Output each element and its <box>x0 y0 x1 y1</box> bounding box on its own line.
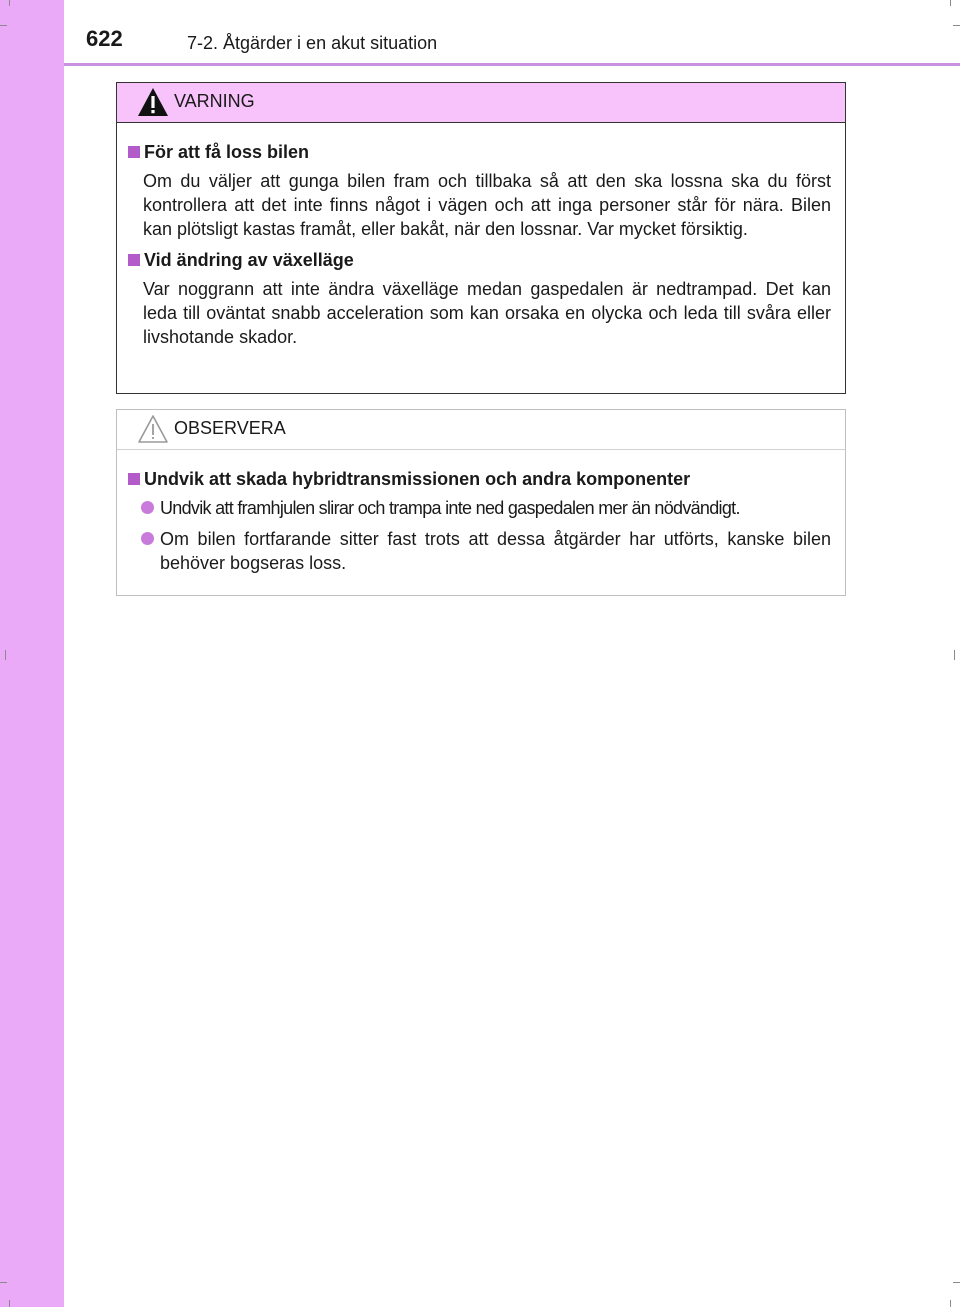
warning-item-title <box>127 248 831 272</box>
square-bullet-icon <box>128 254 140 266</box>
section-title: 7-2. Åtgärder i en akut situation <box>187 33 438 53</box>
notice-item-title-text: Undvik att skada hybridtransmissionen och andra komponenter <box>144 469 691 489</box>
crop-mark <box>0 1282 7 1283</box>
warning-item-text: Om du väljer att gunga bilen fram och tillbaka så att den ska lossna ska du först kontrollera att det inte finns något i vägen och att inga personer står för nära. Bilen kan plötsligt kastas framåt, eller bakåt, när den lossnar. Var mycket försiktig. <box>143 171 831 239</box>
notice-body <box>117 450 845 575</box>
warning-item-title-text: Vid ändring av växelläge <box>144 250 354 270</box>
page-number: 622 <box>86 26 123 51</box>
round-bullet-icon <box>141 501 154 514</box>
crop-mark <box>9 0 10 6</box>
crop-mark <box>9 1300 10 1307</box>
warning-triangle-icon <box>137 87 169 117</box>
notice-box <box>116 409 846 596</box>
crop-mark <box>0 25 7 26</box>
square-bullet-icon <box>128 146 140 158</box>
crop-mark <box>954 650 955 660</box>
notice-bullet <box>127 527 831 575</box>
warning-item-text: Var noggrann att inte ändra växelläge medan gaspedalen är nedtrampad. Det kan leda till oväntat snabb acceleration som kan orsaka en olycka och leda till svåra eller livshotande skador. <box>143 279 831 347</box>
warning-item-title-text: För att få loss bilen <box>144 142 310 162</box>
caution-triangle-icon <box>137 414 169 444</box>
warning-box <box>116 82 846 394</box>
notice-bullet <box>127 496 831 520</box>
notice-item-title <box>127 467 831 491</box>
round-bullet-icon <box>141 532 154 545</box>
crop-mark <box>953 25 960 26</box>
crop-mark <box>950 0 951 6</box>
notice-label: OBSERVERA <box>174 418 286 438</box>
header-rule <box>64 63 960 66</box>
warning-label: VARNING <box>174 91 255 111</box>
warning-item-title <box>127 140 831 164</box>
square-bullet-icon <box>128 473 140 485</box>
warning-body <box>117 123 845 349</box>
notice-header <box>117 410 845 450</box>
crop-mark <box>950 1300 951 1307</box>
warning-header <box>117 83 845 123</box>
notice-bullet-text: Undvik att framhjulen slirar och trampa inte ned gaspedalen mer än nödvändigt. <box>160 498 740 518</box>
side-color-strip <box>0 0 64 1307</box>
crop-mark <box>953 1282 960 1283</box>
crop-mark <box>5 650 6 660</box>
notice-bullet-text: Om bilen fortfarande sitter fast trots att dessa åtgärder har utförts, kanske bilen behöver bogseras loss. <box>160 529 831 573</box>
